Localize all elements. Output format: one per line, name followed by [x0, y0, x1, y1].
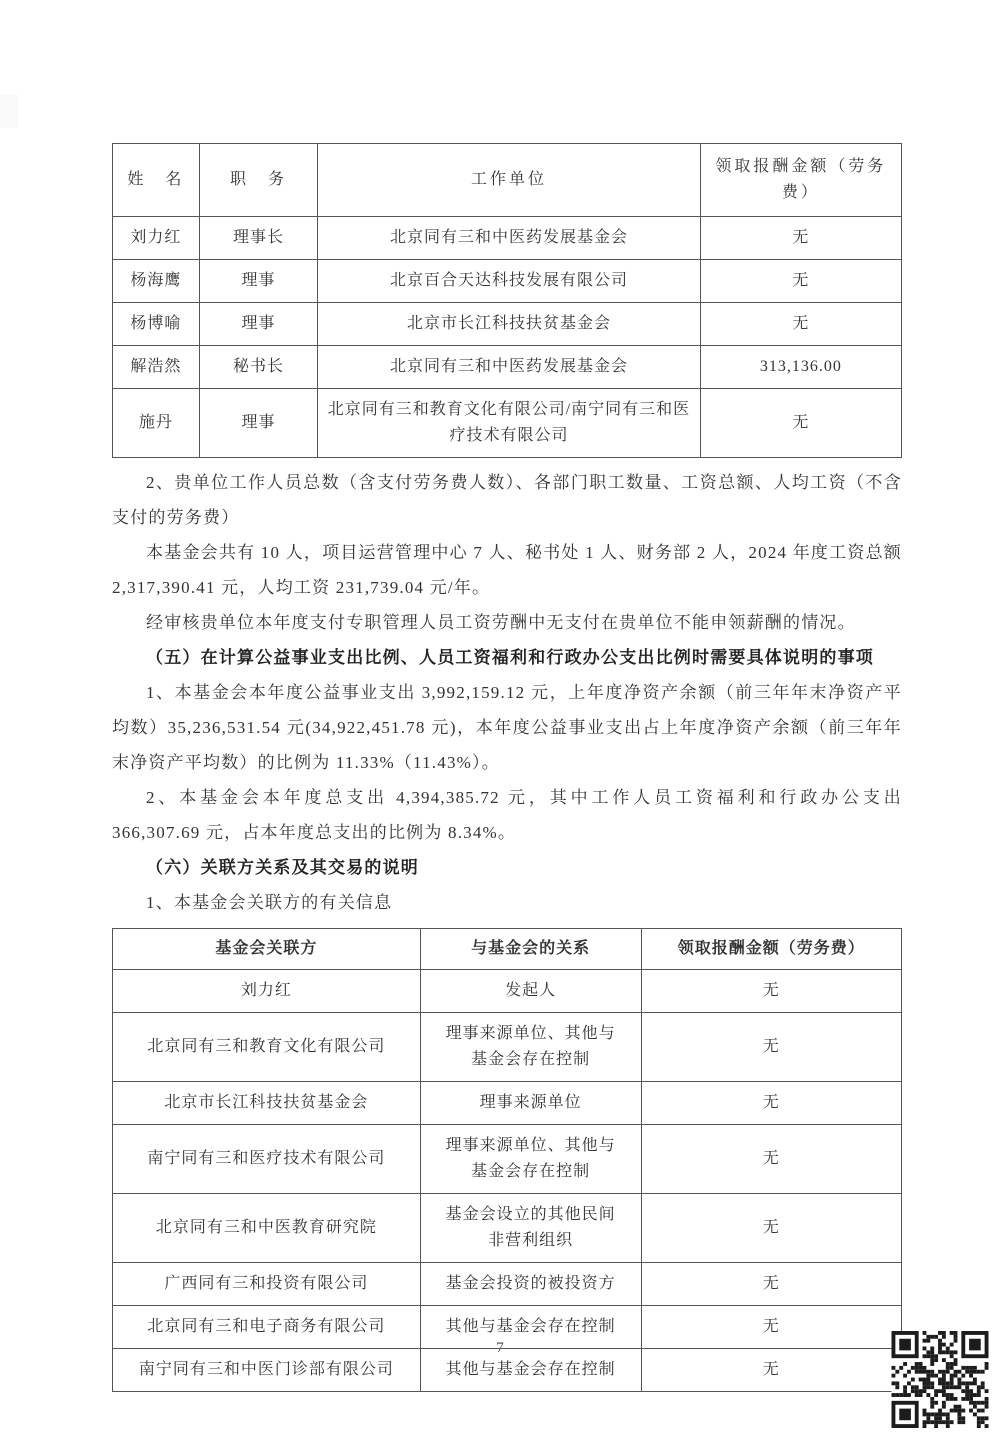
table-cell: 刘力红: [113, 970, 421, 1013]
header-cell: 职 务: [199, 144, 317, 217]
table-cell: 理事来源单位、其他与基金会存在控制: [420, 1013, 641, 1082]
table-cell: 北京同有三和电子商务有限公司: [113, 1306, 421, 1349]
table-cell: 基金会设立的其他民间非营利组织: [420, 1194, 641, 1263]
table-cell: 无: [641, 1306, 901, 1349]
table-cell: 南宁同有三和医疗技术有限公司: [113, 1125, 421, 1194]
table-cell: 施丹: [113, 389, 200, 458]
table-cell: 北京同有三和中医药发展基金会: [318, 217, 701, 260]
header-cell: 基金会关联方: [113, 929, 421, 970]
table-cell: 无: [700, 260, 901, 303]
table-row: [113, 1194, 902, 1263]
table-header: [113, 144, 902, 217]
table-cell: 无: [641, 1125, 901, 1194]
table-row: [113, 1013, 902, 1082]
table-row: [113, 389, 902, 458]
table-cell: 313,136.00: [700, 346, 901, 389]
table-cell: 理事长: [199, 217, 317, 260]
table-body: [113, 970, 902, 1392]
table-row: [113, 1263, 902, 1306]
table-row: [113, 1125, 902, 1194]
table-cell: 无: [641, 970, 901, 1013]
table-cell: 刘力红: [113, 217, 200, 260]
table-cell: 无: [641, 1263, 901, 1306]
table-cell: 无: [641, 1013, 901, 1082]
table-cell: 其他与基金会存在控制: [420, 1306, 641, 1349]
table-cell: 北京同有三和教育文化有限公司/南宁同有三和医疗技术有限公司: [318, 389, 701, 458]
table-cell: 北京市长江科技扶贫基金会: [113, 1082, 421, 1125]
table-header: [113, 929, 902, 970]
header-cell: 领取报酬金额（劳务费）: [700, 144, 901, 217]
table-cell: 秘书长: [199, 346, 317, 389]
table-cell: 无: [641, 1194, 901, 1263]
table-row: [113, 346, 902, 389]
header-cell: 工作单位: [318, 144, 701, 217]
header-row: [113, 144, 902, 217]
table-row: [113, 303, 902, 346]
table-cell: 北京百合天达科技发展有限公司: [318, 260, 701, 303]
table-cell: 无: [700, 217, 901, 260]
section5-heading: （五）在计算公益事业支出比例、人员工资福利和行政办公支出比例时需要具体说明的事项: [146, 648, 874, 667]
page-number: 7: [496, 1340, 504, 1356]
table-cell: 杨博喻: [113, 303, 200, 346]
table-cell: 北京市长江科技扶贫基金会: [318, 303, 701, 346]
table-cell: 无: [700, 303, 901, 346]
table-row: [113, 260, 902, 303]
header-cell: 姓 名: [113, 144, 200, 217]
table-cell: 发起人: [420, 970, 641, 1013]
section6-item1: 1、本基金会关联方的有关信息: [146, 893, 393, 912]
header-row: [113, 929, 902, 970]
header-cell: 与基金会的关系: [420, 929, 641, 970]
table-cell: 理事: [199, 260, 317, 303]
table-cell: 广西同有三和投资有限公司: [113, 1263, 421, 1306]
table-cell: 北京同有三和教育文化有限公司: [113, 1013, 421, 1082]
table-cell: 基金会投资的被投资方: [420, 1263, 641, 1306]
staff-count-body: 本基金会共有 10 人，项目运营管理中心 7 人、秘书处 1 人、财务部 2 人，2024 年度工资总额 2,317,390.41 元，人均工资 231,739.04 元/年。: [112, 543, 902, 597]
table-cell: 北京同有三和中医药发展基金会: [318, 346, 701, 389]
table-cell: 理事: [199, 303, 317, 346]
table-cell: 其他与基金会存在控制: [420, 1349, 641, 1392]
table-cell: 无: [641, 1082, 901, 1125]
staff-compensation-table: [112, 143, 902, 458]
table-row: [113, 217, 902, 260]
table-cell: 南宁同有三和中医门诊部有限公司: [113, 1349, 421, 1392]
table-cell: 理事来源单位、其他与基金会存在控制: [420, 1125, 641, 1194]
table-cell: 北京同有三和中医教育研究院: [113, 1194, 421, 1263]
table-body: [113, 217, 902, 458]
table-cell: 解浩然: [113, 346, 200, 389]
table-cell: 杨海鹰: [113, 260, 200, 303]
qr-code: [890, 1331, 990, 1428]
table-row: [113, 1082, 902, 1125]
table-cell: 无: [700, 389, 901, 458]
section5-item2: 2、本基金会本年度总支出 4,394,385.72 元，其中工作人员工资福利和行政办公支出 366,307.69 元，占本年度总支出的比例为 8.34%。: [112, 788, 902, 842]
table-cell: 理事来源单位: [420, 1082, 641, 1125]
section6-heading: （六）关联方关系及其交易的说明: [146, 858, 419, 877]
table-cell: 理事: [199, 389, 317, 458]
staff-count-heading: 2、贵单位工作人员总数（含支付劳务费人数）、各部门职工数量、工资总额、人均工资（不含支付的劳务费）: [112, 473, 902, 527]
body-text: [112, 465, 902, 920]
scan-artifact: [0, 95, 18, 128]
related-party-table: [112, 928, 902, 1392]
section5-item1: 1、本基金会本年度公益事业支出 3,992,159.12 元，上年度净资产余额（前三年年末净资产平均数）35,236,531.54 元(34,922,451.78 元)，本年度公益事业支出占上年度净资产余额（前三年年末净资产平均数）的比例为 11.33%（11.43%）。: [112, 683, 902, 772]
table-row: [113, 970, 902, 1013]
audit-note: 经审核贵单位本年度支付专职管理人员工资劳酬中无支付在贵单位不能申领薪酬的情况。: [146, 613, 856, 632]
page-content: [112, 143, 902, 1392]
header-cell: 领取报酬金额（劳务费）: [641, 929, 901, 970]
table-cell: 无: [641, 1349, 901, 1392]
